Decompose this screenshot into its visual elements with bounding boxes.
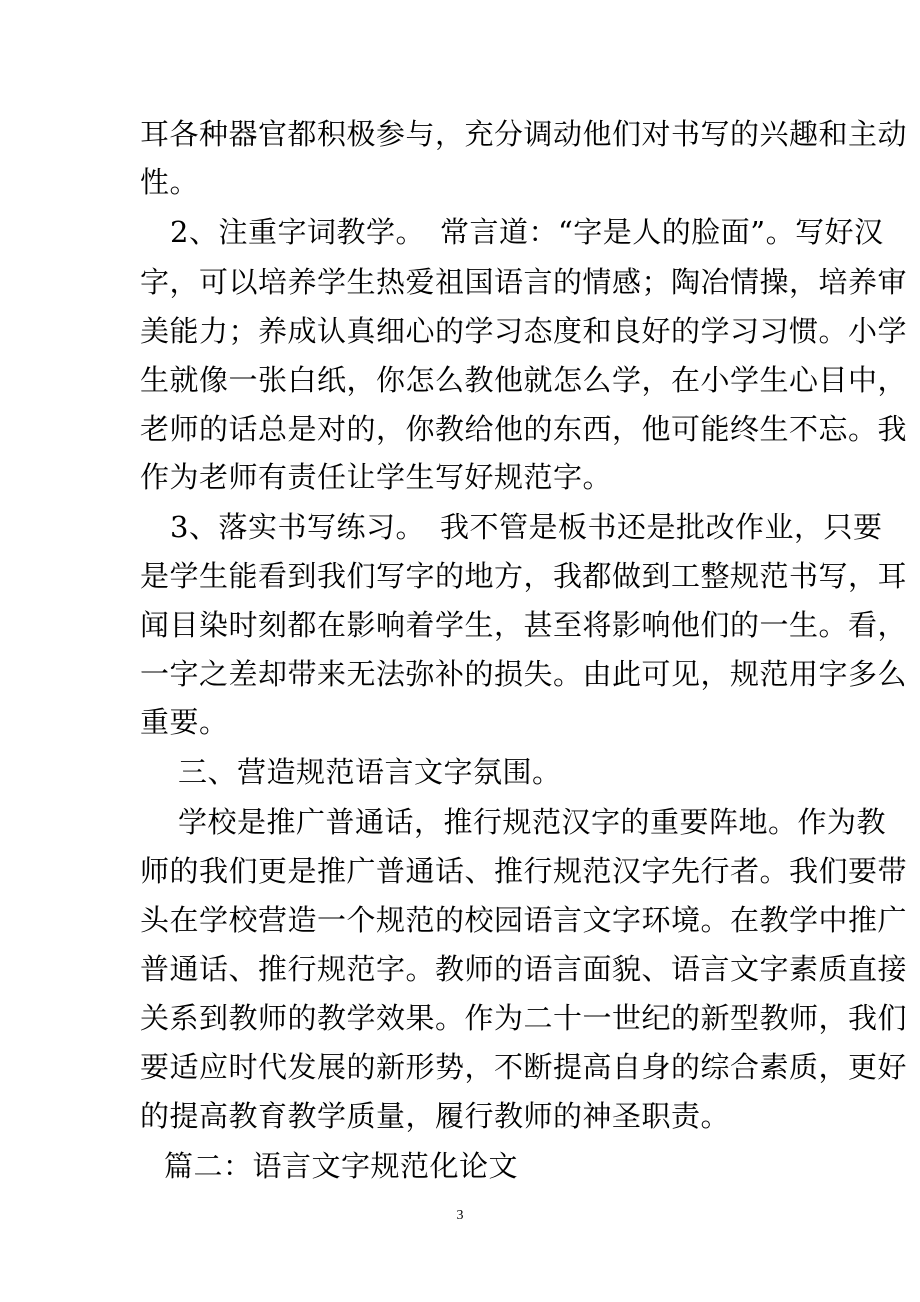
article-title: 篇二：语言文字规范化论文 bbox=[164, 1149, 519, 1183]
text-line: 耳各种器官都积极参与，充分调动他们对书写的兴趣和主动 bbox=[140, 117, 908, 151]
section-heading-3: 3、落实书写练习。 我不管是板书还是批改作业，只要 bbox=[170, 510, 883, 544]
text-line: 字，可以培养学生热爱祖国语言的情感；陶冶情操，培养审 bbox=[140, 265, 908, 299]
text-line: 重要。 bbox=[140, 705, 229, 739]
section-heading-2: 2、注重字词教学。 常言道：“字是人的脸面”。写好汉 bbox=[170, 215, 884, 249]
text-line: 关系到教师的教学效果。作为二十一世纪的新型教师，我们 bbox=[140, 1001, 908, 1035]
paragraph-start: 学校是推广普通话，推行规范汉字的重要阵地。作为教 bbox=[178, 805, 887, 839]
text-line: 美能力；养成认真细心的学习态度和良好的学习习惯。小学 bbox=[140, 314, 908, 348]
text-line: 性。 bbox=[140, 165, 200, 199]
text-line: 是学生能看到我们写字的地方，我都做到工整规范书写，耳 bbox=[140, 559, 908, 593]
text-line: 生就像一张白纸，你怎么教他就怎么学，在小学生心目中， bbox=[140, 363, 908, 397]
section-heading-three: 三、营造规范语言文字氛围。 bbox=[178, 755, 562, 789]
text-line: 普通话、推行规范字。教师的语言面貌、语言文字素质直接 bbox=[140, 952, 908, 986]
text-line: 一字之差却带来无法弥补的损失。由此可见，规范用字多么 bbox=[140, 657, 908, 691]
text-line: 要适应时代发展的新形势，不断提高自身的综合素质，更好 bbox=[140, 1050, 908, 1084]
text-line: 闻目染时刻都在影响着学生，甚至将影响他们的一生。看， bbox=[140, 608, 908, 642]
text-line: 头在学校营造一个规范的校园语言文字环境。在教学中推广 bbox=[140, 903, 908, 937]
text-line: 老师的话总是对的，你教给他的东西，他可能终生不忘。我 bbox=[140, 412, 908, 446]
text-line: 师的我们更是推广普通话、推行规范汉字先行者。我们要带 bbox=[140, 854, 908, 888]
page-number: 3 bbox=[456, 1208, 464, 1223]
text-line: 的提高教育教学质量，履行教师的神圣职责。 bbox=[140, 1099, 731, 1133]
text-line: 作为老师有责任让学生写好规范字。 bbox=[140, 460, 613, 494]
